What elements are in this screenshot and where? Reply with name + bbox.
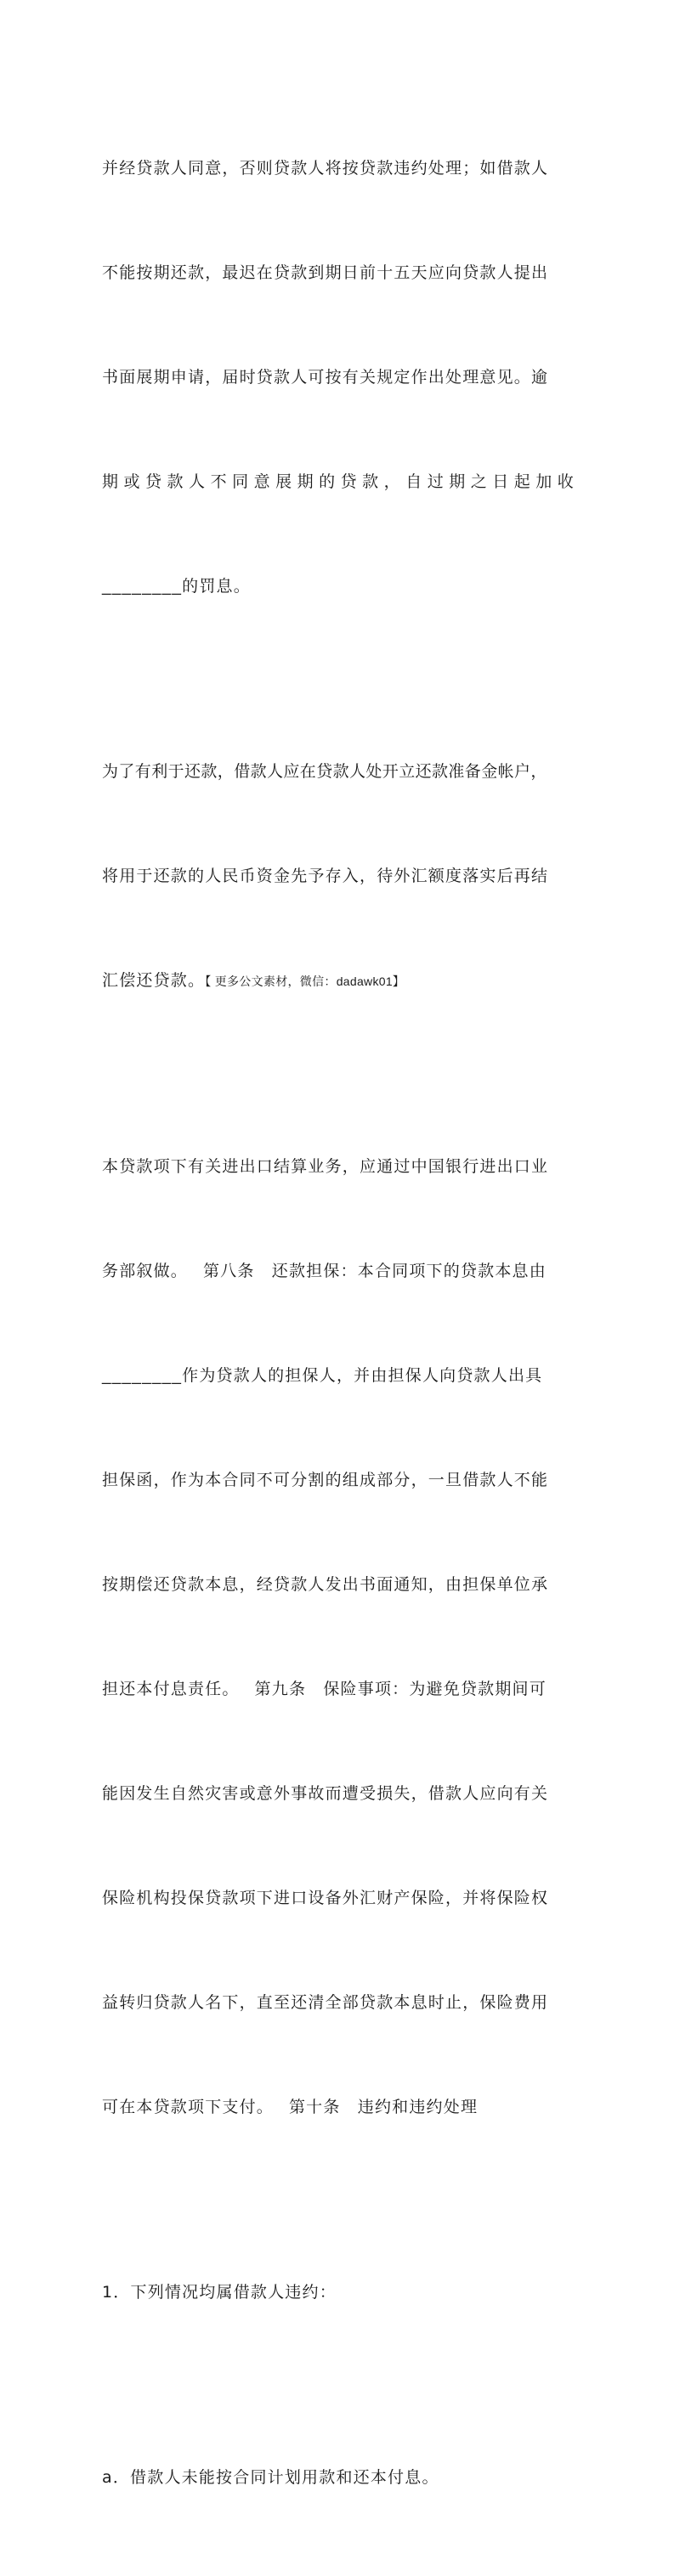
document-page [102,82,575,2576]
text-line: 书面展期申请，届时贷款人可按有关规定作出处理意见。逾 [102,368,549,387]
text-fragment: 的罚息。 [182,577,251,596]
paragraph-default-item-a [102,2391,575,2565]
text-line: 益转归贷款人名下，直至还清全部贷款本息时止，保险费用 [102,1993,549,2012]
fill-in-blank: ________ [102,1367,183,1385]
text-line: 期或贷款人不同意展期的贷款，自过期之日起加收 [102,472,575,491]
text-line: 不能按期还款，最迟在贷款到期日前十五天应向贷款人提出 [102,263,549,282]
text-line: 按期偿还贷款本息，经贷款人发出书面通知，由担保单位承 [102,1575,549,1594]
text-fragment: 汇偿还贷款。 [102,971,206,990]
text-line: 本贷款项下有关进出口结算业务，应通过中国银行进出口业 [102,1157,549,1176]
paragraph-default-heading [102,2206,575,2380]
fill-in-blank: ________ [102,578,183,596]
text-line: 将用于还款的人民币资金先予存入，待外汇额度落实后再结 [102,867,549,885]
text-line: a．借款人未能按合同计划用款和还本付息。 [102,2468,439,2487]
text-line [102,963,575,999]
paragraph-loan-extension [102,82,575,674]
text-line: 担保函，作为本合同不可分割的组成部分，一旦借款人不能 [102,1471,549,1489]
text-line: 务部叙做。 第八条 还款担保：本合同项下的贷款本息由 [102,1262,547,1280]
paragraph-settlement-guarantee-insurance [102,1080,575,2195]
text-line: 1．下列情况均属借款人违约： [102,2283,337,2302]
promo-note: 【 更多公文素材，微信：dadawk01】 [205,974,405,988]
text-fragment: 作为贷款人的担保人，并由担保人向贷款人出具 [182,1366,543,1385]
text-line: 能因发生自然灾害或意外事故而遭受损失，借款人应向有关 [102,1784,549,1803]
text-line [102,1359,575,1393]
text-line: 担还本付息责任。 第九条 保险事项：为避免贷款期间可 [102,1680,547,1698]
text-line: 并经贷款人同意，否则贷款人将按贷款违约处理；如借款人 [102,159,549,178]
text-line: 保险机构投保贷款项下进口设备外汇财产保险，并将保险权 [102,1889,549,1907]
text-line: 可在本贷款项下支付。 第十条 违约和违约处理 [102,2098,479,2116]
text-line [102,569,575,604]
paragraph-repayment-reserve [102,685,575,1069]
text-line: 为了有利于还款，借款人应在贷款人处开立还款准备金帐户， [102,762,547,781]
